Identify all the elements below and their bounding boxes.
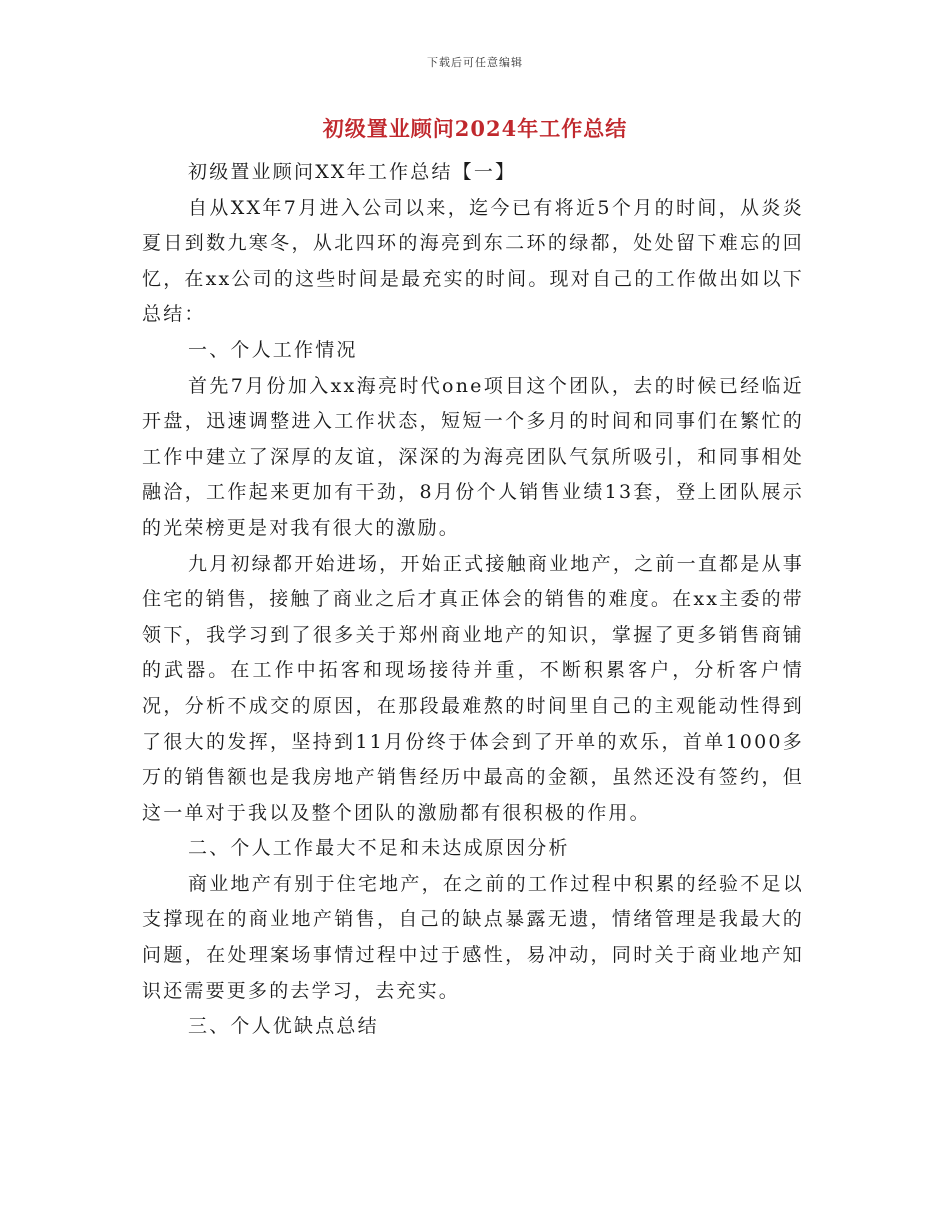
section-heading: 二、个人工作最大不足和未达成原因分析 bbox=[188, 837, 570, 860]
header-note: 下载后可任意编辑 bbox=[427, 56, 523, 69]
body-paragraph: 自从XX年7月进入公司以来，迄今已有将近5个月的时间，从炎炎夏日到数九寒冬，从北四环的海亮到东二环的绿都，处处留下难忘的回忆，在xx公司的这些时间是最充实的时间。现对自己的工作做出如以下总结： bbox=[142, 196, 804, 326]
document-title: 初级置业顾问2024年工作总结 bbox=[322, 116, 628, 141]
section-heading: 初级置业顾问XX年工作总结【一】 bbox=[188, 161, 517, 183]
document-body bbox=[142, 155, 804, 1045]
body-paragraph: 商业地产有别于住宅地产，在之前的工作过程中积累的经验不足以支撑现在的商业地产销售，自己的缺点暴露无遗，情绪管理是我最大的问题，在处理案场事情过程中过于感性，易冲动，同时关于商业地产知识还需要更多的去学习，去充实。 bbox=[142, 872, 804, 1002]
section-heading: 三、个人优缺点总结 bbox=[188, 1015, 379, 1038]
section-heading: 一、个人工作情况 bbox=[188, 338, 358, 361]
body-paragraph: 首先7月份加入xx海亮时代one项目这个团队，去的时候已经临近开盘，迅速调整进入工作状态，短短一个多月的时间和同事们在繁忙的工作中建立了深厚的友谊，深深的为海亮团队气氛所吸引，和同事相处融洽，工作起来更加有干劲，8月份个人销售业绩13套，登上团队展示的光荣榜更是对我有很大的激励。 bbox=[142, 374, 804, 539]
body-paragraph: 九月初绿都开始进场，开始正式接触商业地产，之前一直都是从事住宅的销售，接触了商业之后才真正体会的销售的难度。在xx主委的带领下，我学习到了很多关于郑州商业地产的知识，掌握了更多销售商铺的武器。在工作中拓客和现场接待并重，不断积累客户，分析客户情况，分析不成交的原因，在那段最难熬的时间里自己的主观能动性得到了很大的发挥，坚持到11月份终于体会到了开单的欢乐，首单1000多万的销售额也是我房地产销售经历中最高的金额，虽然还没有签约，但这一单对于我以及整个团队的激励都有很积极的作用。 bbox=[142, 552, 804, 824]
